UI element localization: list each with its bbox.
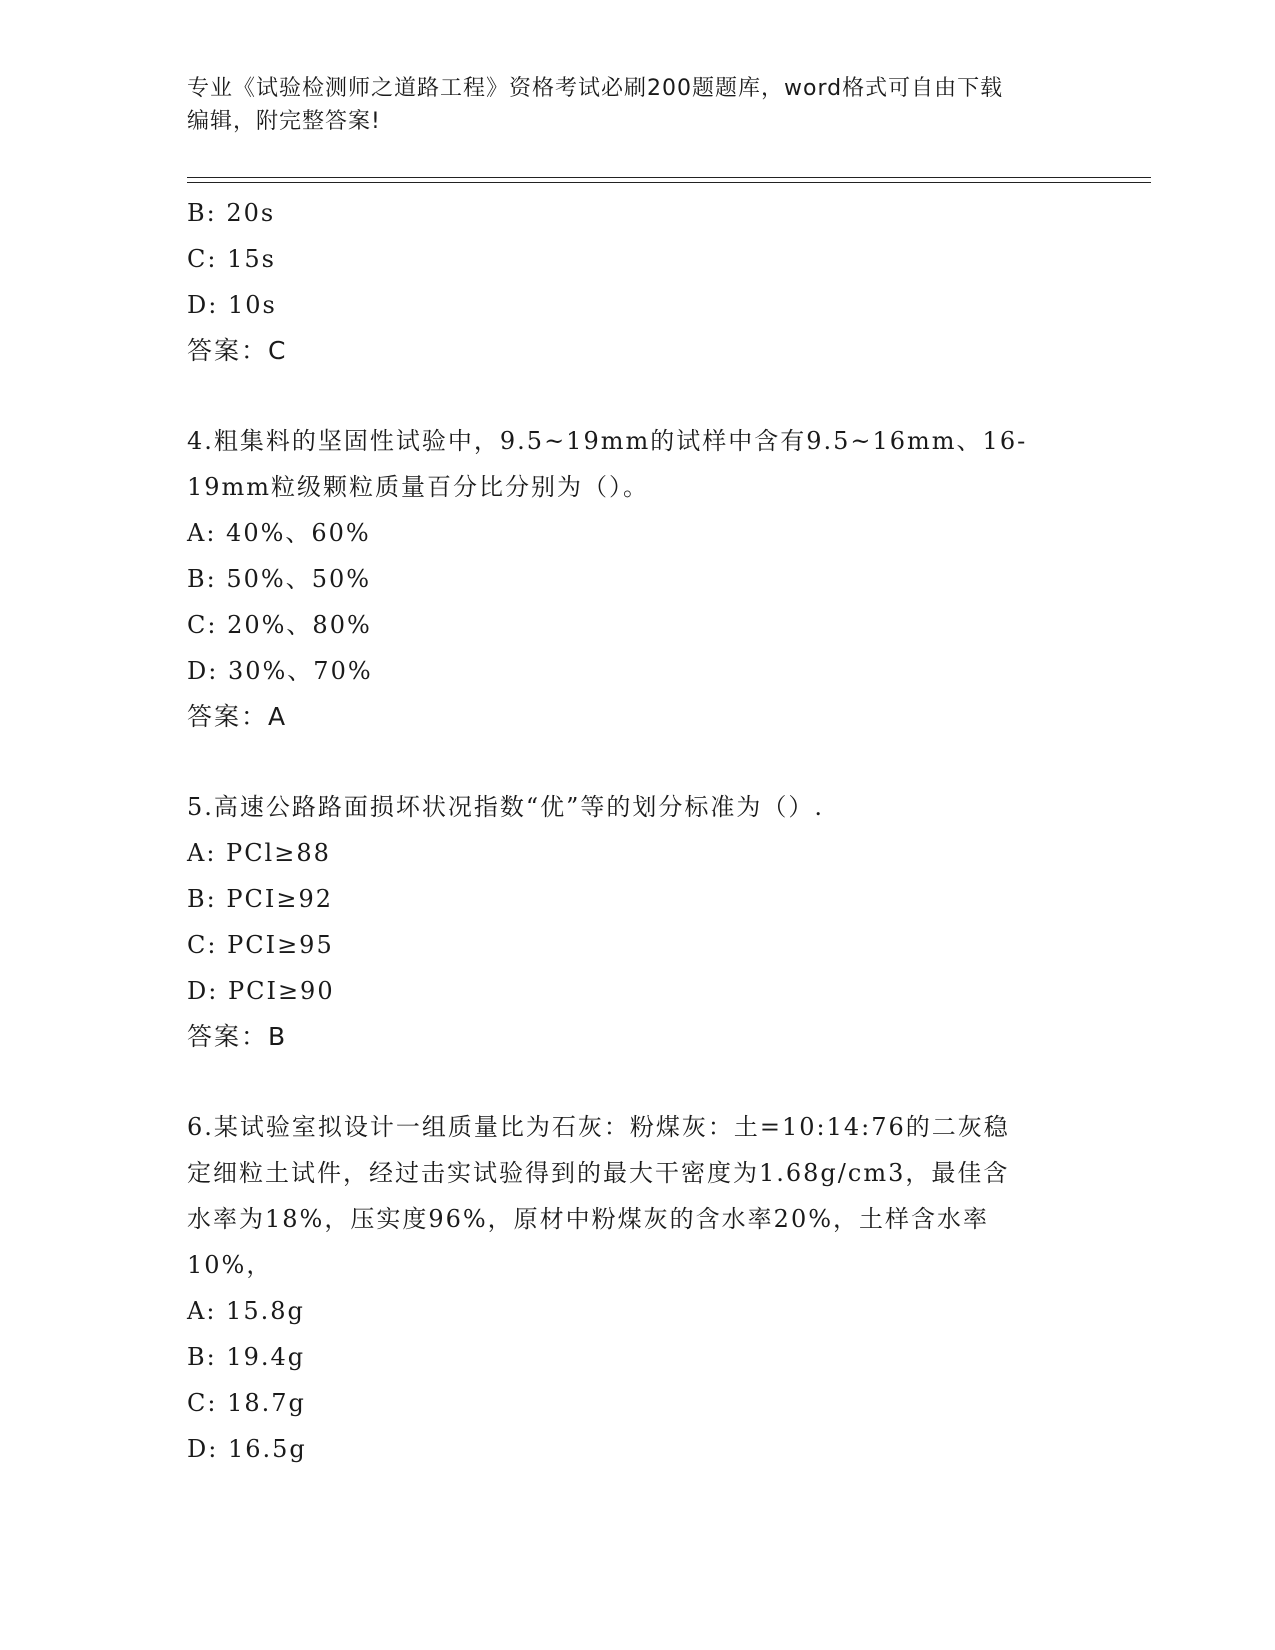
option-a: A: PCl≥88 [187, 839, 331, 867]
option-d: D: 30%、70% [187, 657, 373, 685]
question-3 [187, 190, 1087, 374]
answer-line: 答案：C [187, 336, 288, 365]
question-text-line: 6.某试验室拟设计一组质量比为石灰：粉煤灰：土=10:14:76的二灰稳 [187, 1113, 1010, 1141]
option-a: A: 15.8g [187, 1297, 305, 1325]
option-b: B: 19.4g [187, 1343, 306, 1371]
header-rule-top [187, 177, 1151, 178]
option-d: D: 16.5g [187, 1435, 307, 1463]
header-rule-bottom [187, 182, 1151, 183]
question-text-line: 5.高速公路路面损坏状况指数“优”等的划分标准为（）. [187, 793, 825, 821]
question-4 [187, 418, 1087, 740]
option-b: B: PCI≥92 [187, 885, 333, 913]
option-c: C: 18.7g [187, 1389, 306, 1417]
option-b: B: 20s [187, 199, 276, 227]
option-c: C: 20%、80% [187, 611, 372, 639]
question-text-line: 定细粒土试件，经过击实试验得到的最大干密度为1.68g/cm3，最佳含 [187, 1159, 1010, 1187]
answer-line: 答案：A [187, 702, 288, 731]
option-c: C: PCI≥95 [187, 931, 334, 959]
header-line-2: 编辑，附完整答案! [187, 109, 381, 134]
answer-line: 答案：B [187, 1022, 288, 1051]
option-a: A: 40%、60% [187, 519, 371, 547]
question-text-line: 水率为18%，压实度96%，原材中粉煤灰的含水率20%，土样含水率 [187, 1205, 990, 1233]
question-text-line: 19mm粒级颗粒质量百分比分别为（）。 [187, 473, 650, 501]
question-text-line: 10%， [187, 1251, 273, 1279]
option-d: D: 10s [187, 291, 277, 319]
option-b: B: 50%、50% [187, 565, 372, 593]
option-c: C: 15s [187, 245, 276, 273]
question-content [187, 190, 1087, 1472]
question-5 [187, 784, 1087, 1060]
question-text-line: 4.粗集料的坚固性试验中，9.5~19mm的试样中含有9.5~16mm、16- [187, 427, 1028, 455]
document-header [187, 72, 1087, 138]
question-6 [187, 1104, 1087, 1472]
option-d: D: PCI≥90 [187, 977, 335, 1005]
header-line-1: 专业《试验检测师之道路工程》资格考试必刷200题题库，word格式可自由下载 [187, 76, 1004, 101]
